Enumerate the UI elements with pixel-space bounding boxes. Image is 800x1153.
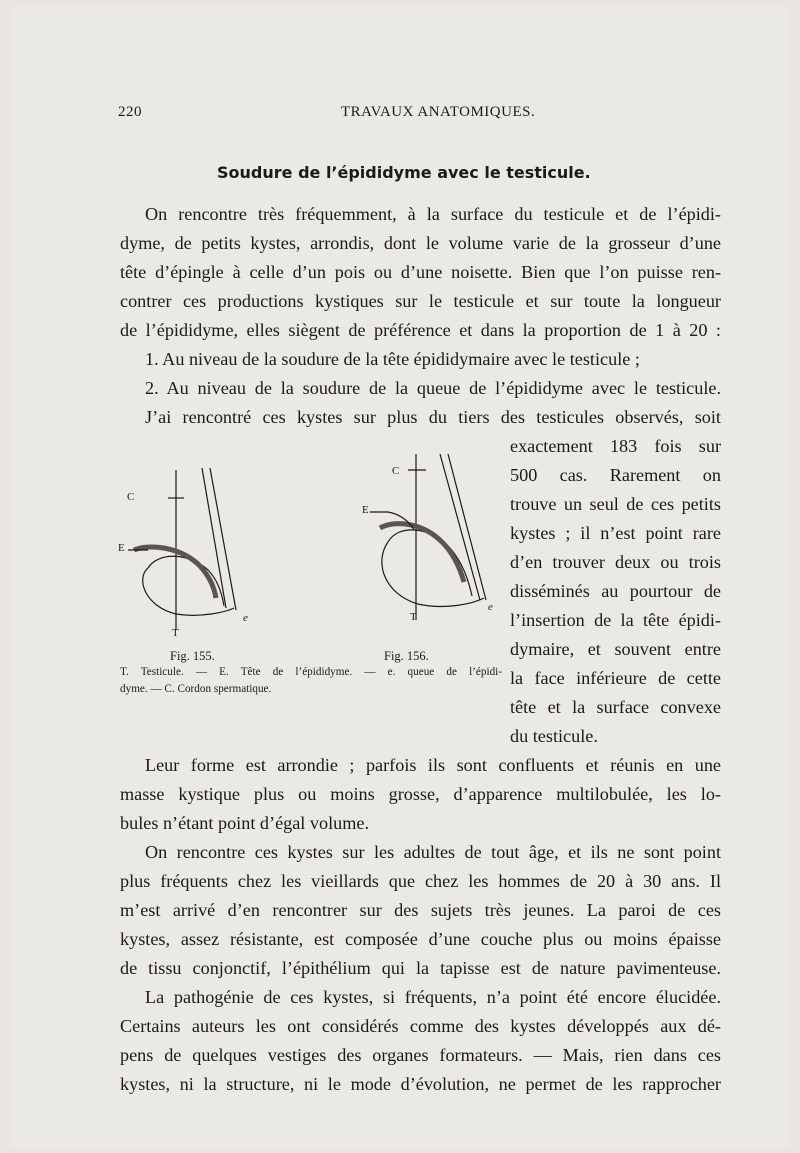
list-item: 1. Au niveau de la soudure de la tête épididymaire avec le testicule ; xyxy=(145,349,640,369)
figure-156-label: Fig. 156. xyxy=(384,649,429,663)
text-line: Leur forme est arrondie ; parfois ils sont confluents et réunis en une xyxy=(145,755,721,775)
text-line: kystes, ni la structure, ni le mode d’évolution, ne permet de les rapprocher xyxy=(120,1074,721,1094)
column-line: tête et la surface convexe xyxy=(510,697,721,717)
column-line: du testicule. xyxy=(510,726,598,746)
list-item: 2. Au niveau de la soudure de la queue de l’épididyme avec le testicule. xyxy=(145,378,721,398)
column-line: kystes ; il n’est point rare xyxy=(510,523,721,543)
figure-156-drawing xyxy=(360,450,510,620)
text-line: m’est arrivé d’en rencontrer sur des sujets très jeunes. La paroi de ces xyxy=(120,900,721,920)
figure-156-letter-e-lower: e xyxy=(488,601,493,613)
text-line: J’ai rencontré ces kystes sur plus du tiers des testicules observés, soit xyxy=(145,407,721,427)
text-line: dyme, de petits kystes, arrondis, dont le volume varie de la grosseur d’une xyxy=(120,233,721,253)
column-line: exactement 183 fois sur xyxy=(510,436,721,456)
text-line: On rencontre ces kystes sur les adultes de tout âge, et ils ne sont point xyxy=(145,842,721,862)
figure-155-label: Fig. 155. xyxy=(170,649,215,663)
text-line: bules n’étant point d’égal volume. xyxy=(120,813,370,833)
text-line: plus fréquents chez les vieillards que chez les hommes de 20 à 30 ans. Il xyxy=(120,871,721,891)
text-line: de l’épididyme, elles siègent de préférence et dans la proportion de 1 à 20 : xyxy=(120,320,721,340)
column-line: 500 cas. Rarement on xyxy=(510,465,721,485)
text-line: de tissu conjonctif, l’épithélium qui la tapisse est de nature pavimenteuse. xyxy=(120,958,721,978)
text-line: Certains auteurs les ont considérés comme des kystes développés aux dé- xyxy=(120,1016,721,1036)
column-line: l’insertion de la tête épidi- xyxy=(510,610,721,630)
caption-line: T. Testicule. — E. Tête de l’épididyme. — e. queue de l’épidi- xyxy=(120,666,502,678)
figure-155-letter-e: E xyxy=(118,542,125,554)
text-line: tête d’épingle à celle d’un pois ou d’une noisette. Bien que l’on puisse ren- xyxy=(120,262,721,282)
figure-156-letter-t: T xyxy=(410,611,417,623)
figure-155-letter-t: T xyxy=(172,627,179,639)
column-line: la face inférieure de cette xyxy=(510,668,721,688)
section-title: Soudure de l’épididyme avec le testicule. xyxy=(217,163,591,182)
text-line: contrer ces productions kystiques sur le testicule et sur toute la longueur xyxy=(120,291,721,311)
text-line: On rencontre très fréquemment, à la surface du testicule et de l’épidi- xyxy=(145,204,721,224)
text-line: pens de quelques vestiges des organes formateurs. — Mais, rien dans ces xyxy=(120,1045,721,1065)
figure-155-drawing xyxy=(118,460,268,630)
figure-155-letter-c: C xyxy=(127,491,135,503)
page-number: 220 xyxy=(118,104,142,120)
column-line: disséminés au pourtour de xyxy=(510,581,721,601)
figure-156-letter-c: C xyxy=(392,465,400,477)
text-line: masse kystique plus ou moins grosse, d’apparence multilobulée, les lo- xyxy=(120,784,721,804)
figure-caption xyxy=(120,664,502,698)
text-line: La pathogénie de ces kystes, si fréquents, n’a point été encore élucidée. xyxy=(145,987,721,1007)
column-line: dymaire, et souvent entre xyxy=(510,639,721,659)
figure-156-letter-e: E xyxy=(362,504,369,516)
column-line: trouve un seul de ces petits xyxy=(510,494,721,514)
column-line: d’en trouver deux ou trois xyxy=(510,552,721,572)
running-title: TRAVAUX ANATOMIQUES. xyxy=(341,104,536,120)
figure-155-letter-e-lower: e xyxy=(243,612,248,624)
caption-line: dyme. — C. Cordon spermatique. xyxy=(120,683,272,695)
text-line: kystes, assez résistante, est composée d’une couche plus ou moins épaisse xyxy=(120,929,721,949)
